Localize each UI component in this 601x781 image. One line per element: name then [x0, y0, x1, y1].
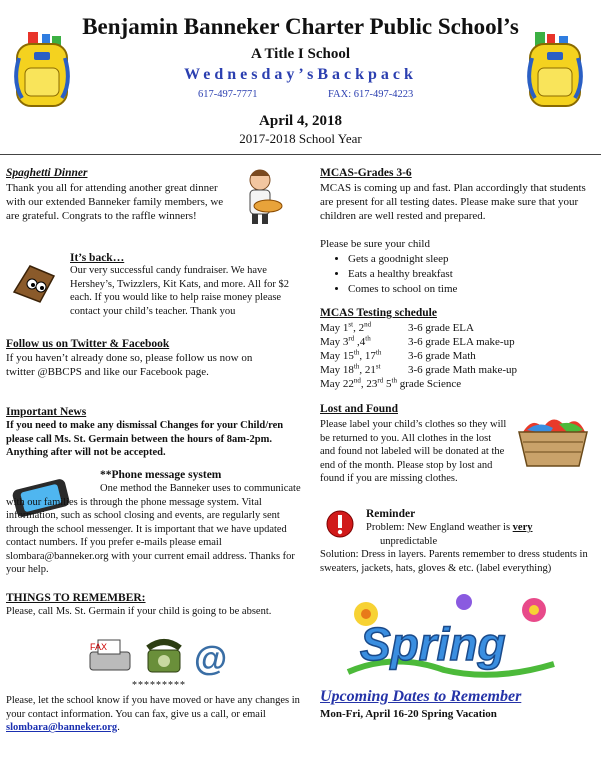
backpack-left-icon	[12, 32, 72, 110]
issue-date: April 4, 2018	[259, 113, 342, 129]
email-link[interactable]: slombara@banneker.org	[6, 722, 118, 733]
schedule-row: May 22nd, 23rd 5th grade Science	[320, 376, 462, 390]
spring-flowers-art	[344, 592, 558, 678]
schedule-item: grade Science	[399, 378, 462, 390]
mcas-body: MCAS is coming up and fast. Plan accordingly that students are present for all testing dates. Please make sure that your children are well rested and prepared.	[320, 182, 586, 222]
reminder-problem: Problem: New England weather is very unpredictable	[366, 522, 533, 547]
upcoming-heading: Upcoming Dates to Remember	[320, 688, 522, 705]
reminder-heading: Reminder	[366, 508, 416, 520]
telephone-icon	[142, 634, 186, 678]
schedule-heading: MCAS Testing schedule	[320, 307, 437, 319]
things-body-2	[6, 694, 304, 735]
schedule-item: 3-6 grade ELA	[408, 322, 474, 334]
checklist-item: • Comes to school on time	[348, 282, 457, 297]
its-back-body: Our very successful candy fundraiser. We have Hershey’s, Twizzlers, Kit Kats, and more. All for $2 each. If you would like to help raise money please contact your child’s teacher. Thank you	[70, 265, 289, 317]
schedule-item: 3-6 grade Math	[408, 350, 476, 362]
schedule-row: May 1st, 2nd 3-6 grade ELA	[320, 321, 517, 335]
schedule-item: 3-6 grade ELA make-up	[408, 336, 515, 348]
schedule-row: May 18th, 21st 3-6 grade Math make-up	[320, 362, 518, 376]
subtitle: A Title I School	[250, 46, 351, 62]
things-body-2-text: Please, let the school know if you have moved or have any changes in your contact information. You can fax, give us a call, or email	[6, 695, 300, 720]
fax-number: FAX: 617-497-4223	[328, 89, 414, 100]
fax-label: FAX	[90, 642, 108, 652]
email-end: .	[117, 722, 120, 733]
schedule-item: 3-6 grade Math make-up	[408, 364, 518, 376]
schedule-row: May 3rd ,4th 3-6 grade ELA make-up	[320, 335, 517, 349]
spaghetti-heading: Spaghetti Dinner	[6, 167, 88, 179]
its-back-heading: It’s back…	[70, 252, 125, 264]
very-emphasis: very	[512, 522, 533, 533]
reminder-solution: Solution: Dress in layers. Parents remember to dress students in sweaters, jackets, hats, gloves & etc. (label everything)	[320, 549, 588, 574]
phone-system-body: One method the Banneker uses to communicate with our families is through the phone message system. Vital information, such as school closing and events, are regularly sent through the school messenger. It is important that we have updated contact numbers. If you prefer e-mails please email slombara@banneker.org with your current email address. Thanks for your help.	[6, 483, 301, 575]
mcas-heading: MCAS-Grades 3-6	[320, 167, 412, 179]
phone-number: 617-497-7771	[198, 89, 258, 100]
mcas-checklist	[320, 252, 457, 297]
checklist-item: • Gets a goodnight sleep	[348, 252, 457, 267]
lost-found-body: Please label your child’s clothes so they will be returned to you. All clothes in the lost and found not labeled will be donated at the end of the month. Please stop by lost and found if you are missing clothes.	[320, 419, 507, 484]
mcas-lead: Please be sure your child	[320, 238, 430, 250]
lost-found-heading: Lost and Found	[320, 403, 398, 415]
things-body: Please, call Ms. St. Germain if your child is going to be absent.	[6, 606, 272, 617]
follow-heading: Follow us on Twitter & Facebook	[6, 338, 170, 350]
school-year: 2017-2018 School Year	[239, 131, 362, 146]
schedule-row: May 15th, 17th 3-6 grade Math	[320, 349, 517, 363]
spring-word: Spring	[360, 618, 506, 670]
backpack-right-icon	[525, 32, 585, 110]
chef-spaghetti-icon	[238, 166, 284, 226]
laundry-basket-icon	[513, 412, 593, 470]
stars-divider: *********	[132, 680, 186, 691]
header-divider	[0, 154, 601, 155]
warning-icon	[326, 509, 354, 539]
email-at-icon	[192, 640, 228, 676]
candy-character-icon	[10, 262, 58, 306]
at-symbol: @	[194, 640, 228, 676]
checklist-item: • Eats a healthy breakfast	[348, 267, 457, 282]
spaghetti-body: Thank you all for attending another great dinner with our extended Banneker family members, we are grateful. Congrats to the raffle winners!	[6, 182, 224, 222]
backpack-title: Wednesday’sBackpack	[184, 66, 417, 83]
newsletter-title: Benjamin Banneker Charter Public School’s	[82, 14, 519, 39]
follow-body: If you haven’t already done so, please follow us now on twitter @BBCPS and like our Facebook page.	[6, 352, 253, 378]
upcoming-date: Mon-Fri, April 16-20 Spring Vacation	[320, 708, 497, 720]
fax-machine-icon	[88, 638, 132, 674]
phone-system-heading: **Phone message system	[100, 469, 222, 481]
things-heading: THINGS TO REMEMBER:	[6, 592, 146, 604]
important-heading: Important News	[6, 406, 87, 418]
schedule-table	[320, 321, 517, 391]
important-body: If you need to make any dismissal Changes for your Child/ren please call Ms. St. Germain between the hours of 8am-2pm. Anything after will not be accepted.	[6, 420, 284, 458]
